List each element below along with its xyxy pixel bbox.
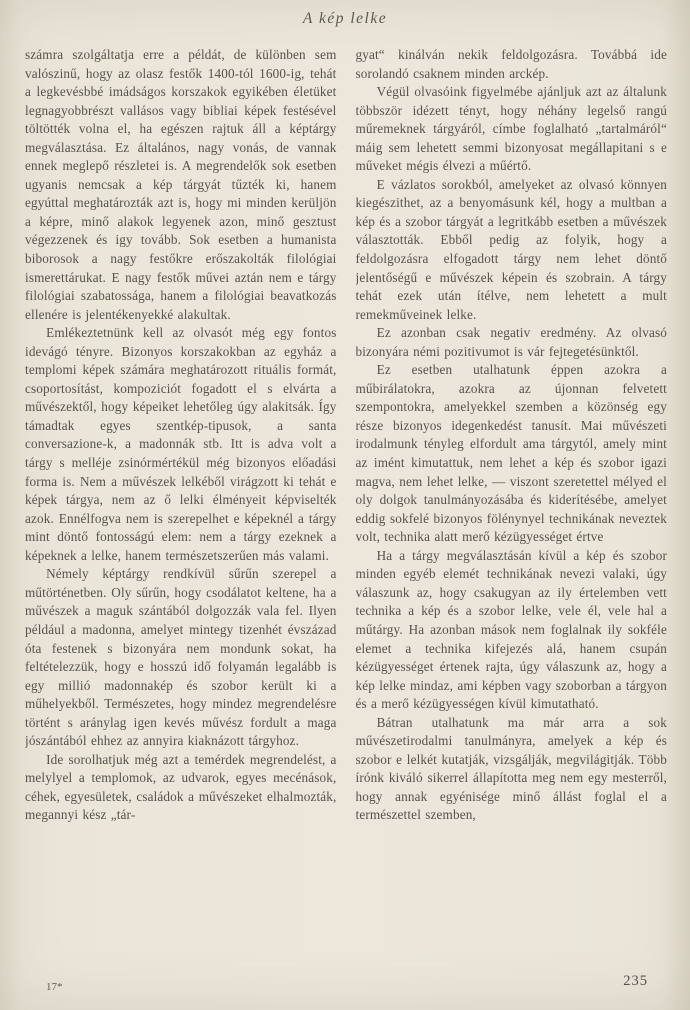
- page-number: 235: [623, 973, 648, 989]
- paragraph: Bátran utalhatunk ma már arra a sok művészetirodalmi tanulmányra, amelyek a kép és szobor e lelkét kutatják, vizsgálják, megvilágitják. Több írónk kiváló sikerrel állapította meg nem egy mesterről, hogy annak egyénisége minő állást foglal el a természettel szemben,: [355, 714, 667, 823]
- right-text-column: [356, 46, 668, 966]
- text-columns: [25, 46, 667, 966]
- running-head-title: A kép lelke: [302, 10, 388, 27]
- paragraph: Ide sorolhatjuk még azt a temérdek megrendelést, a melylyel a templomok, az udvarok, egyes mecénások, céhek, egyesületek, családok a művészeket elhalmozták, megannyi kész „tár-: [25, 751, 337, 823]
- left-text-column: [25, 46, 337, 966]
- paragraph: Végül olvasóink figyelmébe ajánljuk azt az általunk többször idézett tényt, hogy néhány legelső rangú műremeknek tárgyáról, címbe foglalható „tartalmáról“ máig sem lehetett semmi bizonyosat megállapitani s e műveket mégis élvezi a műértő.: [355, 84, 667, 174]
- paragraph: gyat“ kinálván nekik feldolgozásra. Továbbá ide sorolandó csaknem minden arckép.: [355, 47, 667, 81]
- paragraph: számra szolgáltatja erre a példát, de különben sem valószinű, hogy az olasz festők 1400-tól 1600-ig, tehát a legkevésbbé imádságos korszakok egyikében életüket legnagyobbrészt vallásos vagy bibliai képek festésével töltötték volna el, ha egészen rajtuk áll a képtárgy megválasztása. Ez általános, nagy vonás, de vannak ennek meglepő részletei is. A megrendelők sok esetben ugyanis nemcsak a kép tárgyát tűzték ki, hanem egyúttal meghatározták azt is, hogy mi minden kerüljön a képre, minő alakok legyenek azon, minő gesztust végezzenek és igy tovább. Sok esetben a humanista biborosok a nagy festőkre erőszakolták filológiai ismerettárukat. E nagy festők művei aztán nem e tárgy filológiai szabatossága, hanem a filológiai beavatkozás ellenére is jelentékenyekké alakultak.: [25, 47, 337, 322]
- paragraph: Ha a tárgy megválasztásán kívül a kép és szobor minden egyéb elemét technikának nevezi valaki, úgy válaszunk az, hogy csakugyan az ily értelemben vett technika a kép és a szobor lelke, vele él, vele hal a műtárgy. Ha azonban mások nem foglalnak ily sokféle elemet a technika kifejezés alá, hanem csupán kézügyességet értenek rajta, úgy válaszunk az, hogy a kép lelke mindaz, ami képben vagy szoborban a tárgyon és a merő kézügyességen kívül kimutatható.: [355, 547, 667, 712]
- paragraph: Emlékeztetnünk kell az olvasót még egy fontos idevágó tényre. Bizonyos korszakokban az egyház a templomi képek számára meghatározott rituális formát, csoportosítást, kompoziciót fogadott el s elvárta a művészektől, hogy képeiket lehetőleg úgy alakitsák. Így támadtak egyes szentkép-tipusok, a santa conversazione-k, a madonnák stb. Itt is adva volt a tárgy s melléje zsinórmértékül még bizonyos előadási forma is. Nem a művészek lelkéből virágzott ki tehát e képek tárgya, nem az ő lelki élményeit képviselték azok. Ennélfogva nem is szerepelhet e képeknél a tárgy mint döntő fontosságú elem: nem a tárgy ezeknek a képeknek a lelke, hanem természetszerűen más valami.: [25, 325, 337, 563]
- paragraph: Ez esetben utalhatunk éppen azokra a műbirálatokra, azokra az újonnan felvetett szempontokra, amelyekkel szemben a közönség egy része bizonyos idegenkedést tanusít. Mai művészeti irodalmunk tényleg elfordult ama tárgytól, amely mint az imént kimutattuk, nem lehet a kép és szobor igazi magva, nem lehet lelke, — viszont szeretettel mélyed el oly dolgok tanulmányozásába és kiderítésébe, amelyet eddig sokfelé bizonyos fölénynyel technikának neveztek volt, technika alatt merő kézügyességet értve: [355, 362, 667, 545]
- paragraph: Ez azonban csak negativ eredmény. Az olvasó bizonyára némi pozitivumot is vár fejtegetésünktől.: [355, 325, 667, 359]
- signature-mark: 17*: [46, 981, 63, 993]
- paragraph: Némely képtárgy rendkívül sűrűn szerepel a műtörténetben. Oly sűrűn, hogy csodálatot keltene, ha a művészek a maguk szántából dolgozzák vala fel. Ilyen például a madonna, amelyet mintegy tizenhét évszázad óta festenek s bizonyára nem mondunk sokat, ha feltételezzük, hogy e hosszú idő folyamán legalább is egy millió madonnakép és szobor került ki a műhelyekből. Természetes, hogy mindez megrendelésre történt s aránylag igen kevés művész fordult a maga jószántából ehhez az annyira kiaknázott tárgyhoz.: [25, 566, 337, 749]
- paragraph: E vázlatos sorokból, amelyeket az olvasó könnyen kiegészithet, az a benyomásunk kél, hogy a multban a kép és a szobor tárgyát a legritkább esetben a művészek választották. Ebből pedig az folyik, hogy a feldolgozásra elfogadott tárgy nem lehet döntő jelentőségű e művészek képein és szobrain. A tárgy tehát ezek után ítélve, nem lehetett a mult remekműveinek lelke.: [355, 176, 667, 322]
